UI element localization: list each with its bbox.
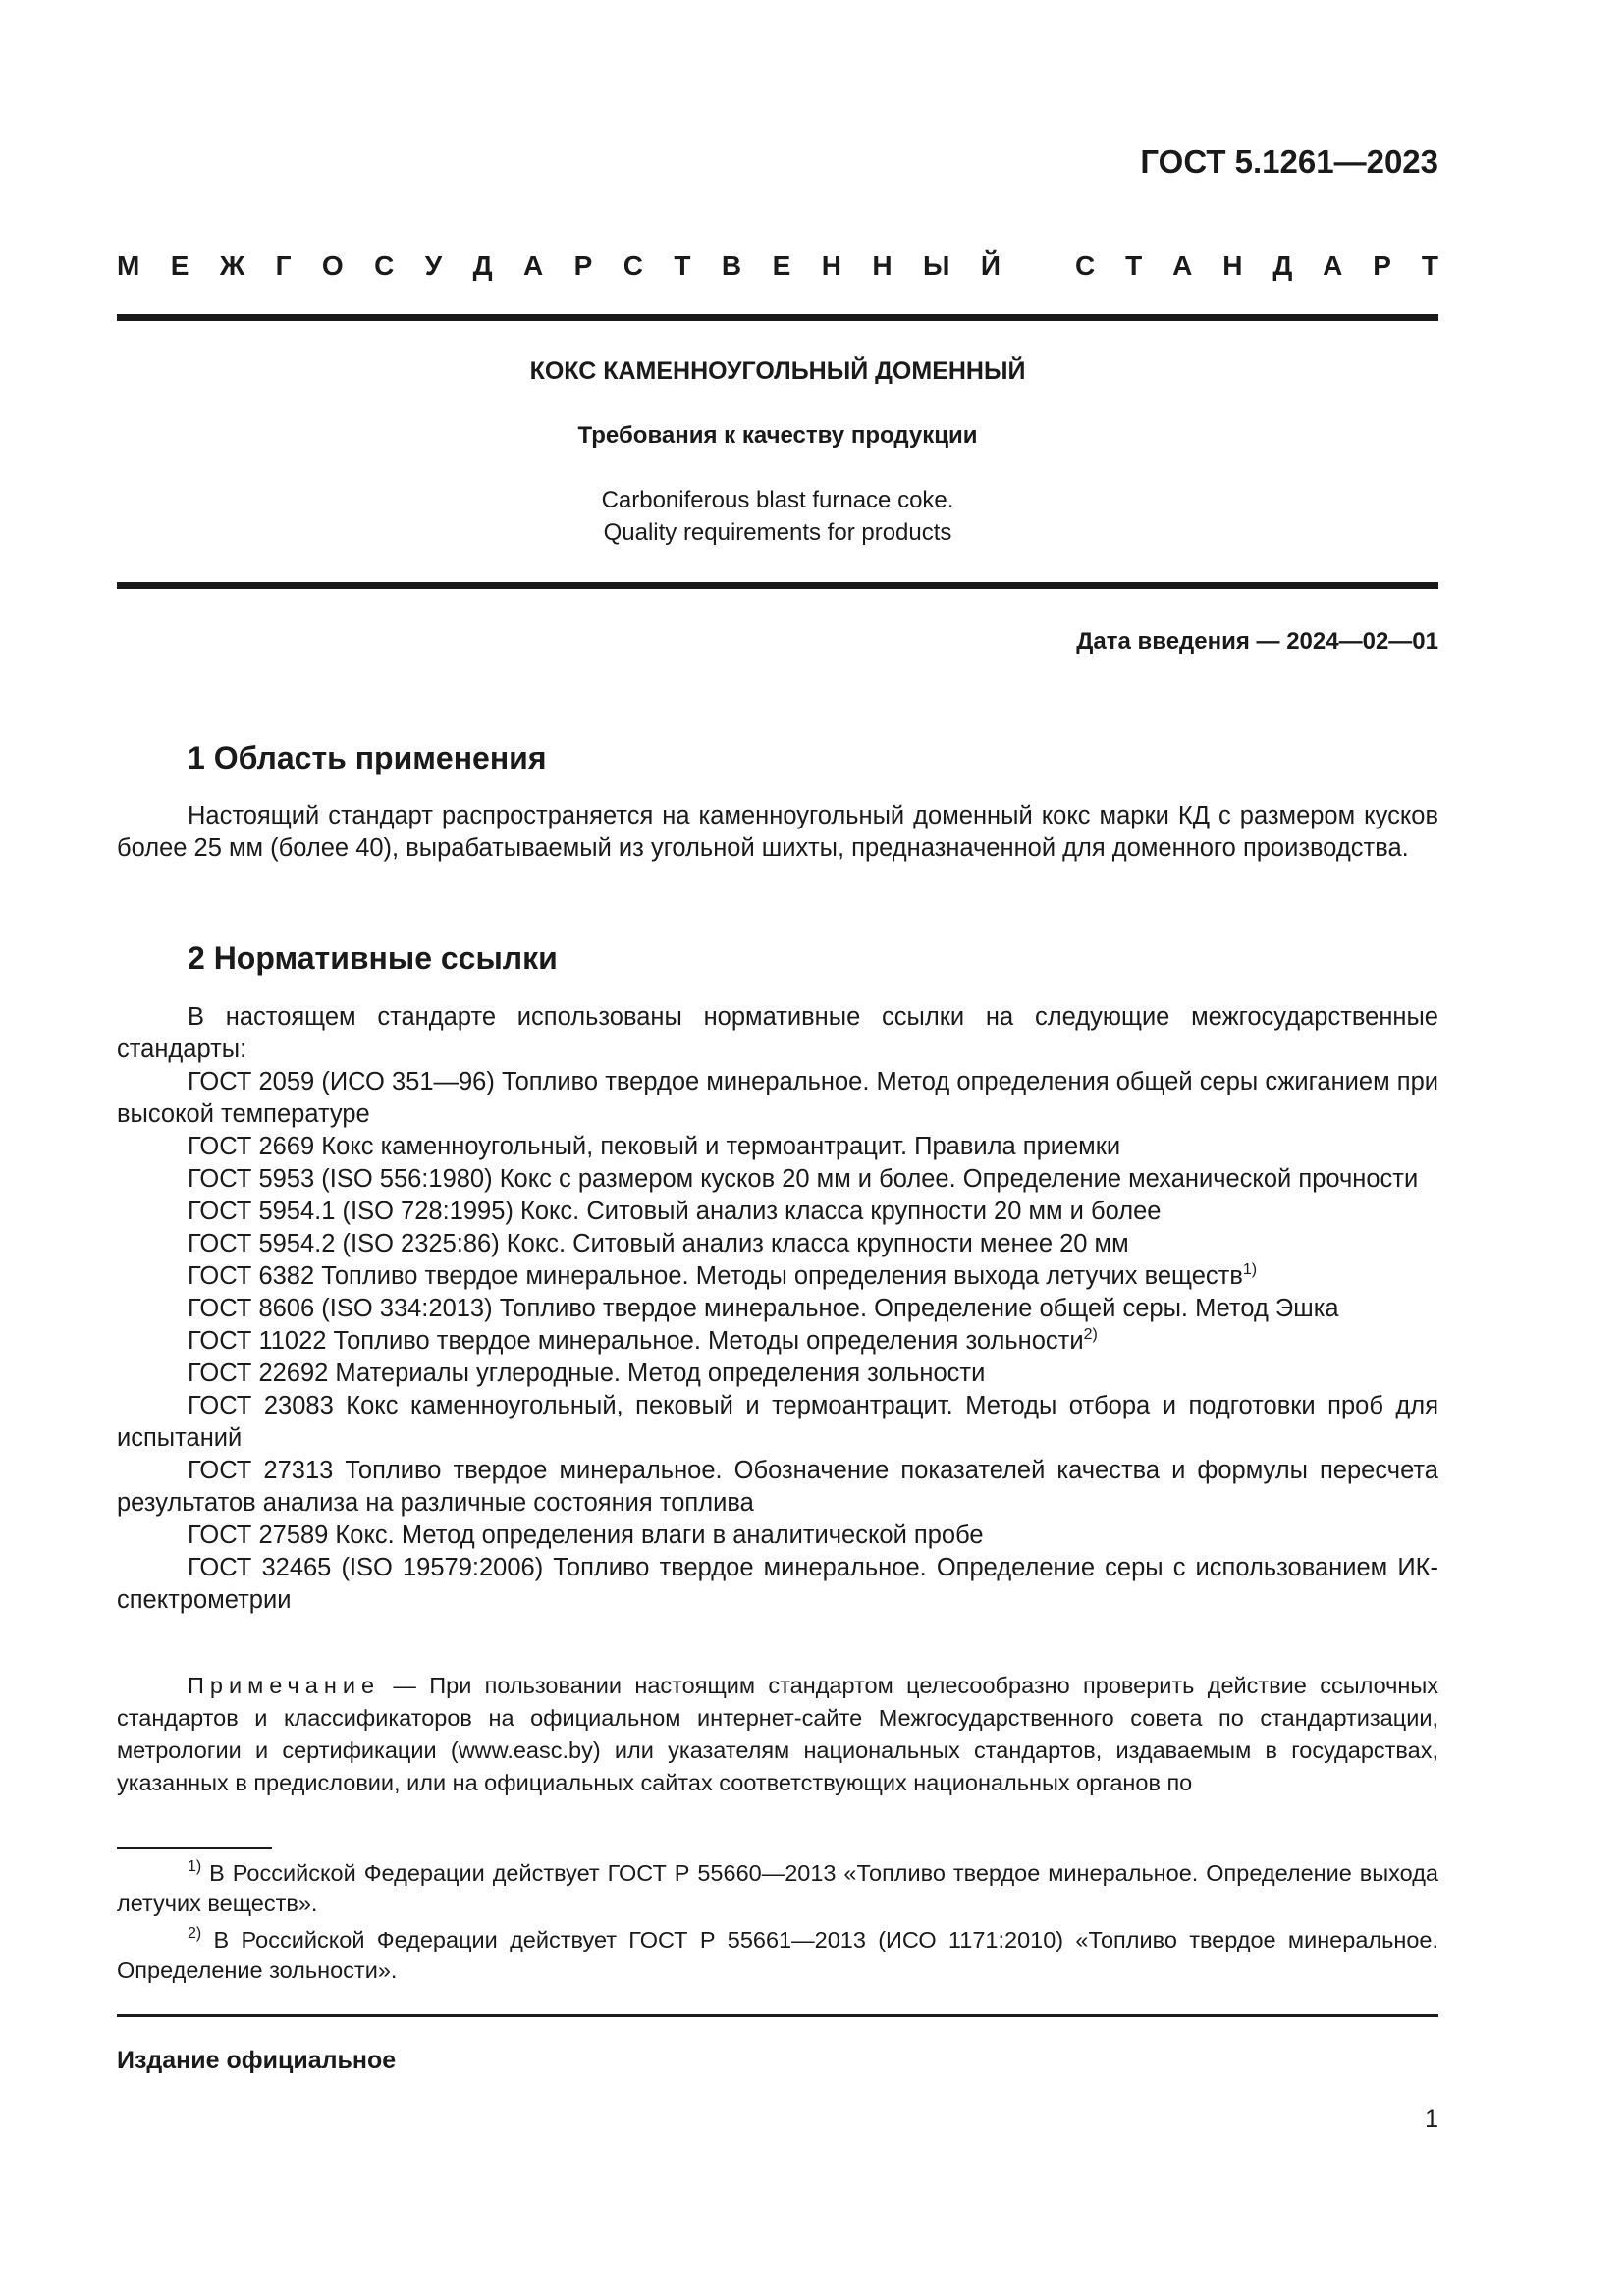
reference-text: ГОСТ 22692 Материалы углеродные. Метод определения зольности: [188, 1360, 986, 1387]
reference-item: [117, 1196, 1438, 1228]
footnote-divider: [117, 1847, 272, 1849]
reference-text: ГОСТ 32465 (ISO 19579:2006) Топливо твердое минеральное. Определение серы с использованием ИК-спектрометрии: [117, 1554, 1438, 1614]
section-2-intro: В настоящем стандарте использованы нормативные ссылки на следующие межгосударственные стандарты:: [117, 1003, 1438, 1063]
reference-text: ГОСТ 5953 (ISO 556:1980) Кокс с размером кусков 20 мм и более. Определение механической прочности: [188, 1165, 1419, 1193]
normative-references-list: [117, 1066, 1438, 1617]
reference-item: [117, 1358, 1438, 1390]
reference-item: [117, 1520, 1438, 1552]
document-page: [117, 0, 1438, 2296]
reference-text: ГОСТ 27589 Кокс. Метод определения влаги в аналитической пробе: [188, 1522, 984, 1549]
note-text: — При пользовании настоящим стандартом целесообразно проверить действие ссылочных стандартов и классификаторов на официальном интернет-сайте Межгосударственного совета по стандартизации, метрологии и сертификации (www.easc.by) или указателям национальных стандартов, издаваемым в государствах, указанных в предисловии, или на официальных сайтах соответствующих национальных органов по: [117, 1673, 1438, 1795]
section-1-body: [117, 800, 1438, 865]
introduction-date: Дата введения — 2024—02—01: [1076, 628, 1438, 655]
english-title-line-1: Carboniferous blast furnace coke.: [601, 487, 954, 513]
reference-text: ГОСТ 27313 Топливо твердое минеральное. Обозначение показателей качества и формулы пересчета результатов анализа на различные состояния топлива: [117, 1457, 1438, 1517]
reference-item: [117, 1293, 1438, 1325]
footnote-mark: 2): [188, 1925, 202, 1942]
title-divider: [117, 582, 1438, 589]
page-number: 1: [1425, 2106, 1438, 2133]
section-2-heading: 2 Нормативные ссылки: [188, 940, 558, 976]
reference-item: [117, 1131, 1438, 1163]
reference-text: ГОСТ 23083 Кокс каменноугольный, пековый и термоантрацит. Методы отбора и подготовки проб для испытаний: [117, 1392, 1438, 1452]
footnotes: [117, 1858, 1438, 1992]
english-title-line-2: Quality requirements for products: [603, 519, 952, 546]
document-number: ГОСТ 5.1261—2023: [1140, 143, 1438, 180]
note-paragraph: [117, 1670, 1438, 1799]
english-title: [117, 484, 1438, 549]
reference-item: [117, 1390, 1438, 1455]
footnote: [117, 1925, 1438, 1986]
reference-item: [117, 1066, 1438, 1131]
reference-item: [117, 1455, 1438, 1520]
banner-word-interstate: М Е Ж Г О С У Д А Р С Т В Е Н Н Ы Й: [117, 250, 1001, 281]
standard-subtitle: Требования к качеству продукции: [577, 422, 978, 449]
section-1-heading: 1 Область применения: [188, 740, 547, 775]
footnote-mark: 1): [188, 1858, 202, 1875]
footnote-text: В Российской Федерации действует ГОСТ Р 55660—2013 «Топливо твердое минеральное. Определение выхода летучих веществ».: [117, 1860, 1438, 1916]
reference-item: [117, 1325, 1438, 1358]
standard-title: КОКС КАМЕННОУГОЛЬНЫЙ ДОМЕННЫЙ: [529, 357, 1026, 385]
reference-item: [117, 1552, 1438, 1617]
footnote-text: В Российской Федерации действует ГОСТ Р 55661—2013 (ИСО 1171:2010) «Топливо твердое минеральное. Определение зольности».: [117, 1927, 1438, 1983]
banner-word-standard: С Т А Н Д А Р Т: [1075, 250, 1438, 281]
reference-text: ГОСТ 2059 (ИСО 351—96) Топливо твердое минеральное. Метод определения общей серы сжиганием при высокой температуре: [117, 1068, 1438, 1128]
reference-text: ГОСТ 6382 Топливо твердое минеральное. Методы определения выхода летучих веществ: [188, 1262, 1243, 1290]
interstate-standard-banner: [117, 250, 1438, 282]
reference-item: [117, 1260, 1438, 1293]
reference-text: ГОСТ 2669 Кокс каменноугольный, пековый и термоантрацит. Правила приемки: [188, 1133, 1121, 1160]
reference-text: ГОСТ 5954.1 (ISO 728:1995) Кокс. Ситовый анализ класса крупности 20 мм и более: [188, 1198, 1162, 1225]
footnote: [117, 1858, 1438, 1919]
reference-item: [117, 1228, 1438, 1260]
reference-item: [117, 1163, 1438, 1196]
reference-text: ГОСТ 5954.2 (ISO 2325:86) Кокс. Ситовый анализ класса крупности менее 20 мм: [188, 1230, 1129, 1257]
section-2-body: [117, 1001, 1438, 1617]
section-1-paragraph: Настоящий стандарт распространяется на каменноугольный доменный кокс марки КД с размером кусков более 25 мм (более 40), вырабатываемый из угольной шихты, предназначенной для доменного производства.: [117, 802, 1438, 862]
reference-text: ГОСТ 11022 Топливо твердое минеральное. Методы определения зольности: [188, 1327, 1084, 1355]
reference-text: ГОСТ 8606 (ISO 334:2013) Топливо твердое минеральное. Определение общей серы. Метод Эшка: [188, 1295, 1339, 1322]
footnote-marker: 1): [1242, 1261, 1258, 1278]
footnote-marker: 2): [1083, 1326, 1098, 1343]
note-label: Примечание: [188, 1673, 381, 1698]
official-edition-label: Издание официальное: [117, 2047, 397, 2074]
top-divider: [117, 314, 1438, 321]
bottom-divider: [117, 2014, 1438, 2017]
